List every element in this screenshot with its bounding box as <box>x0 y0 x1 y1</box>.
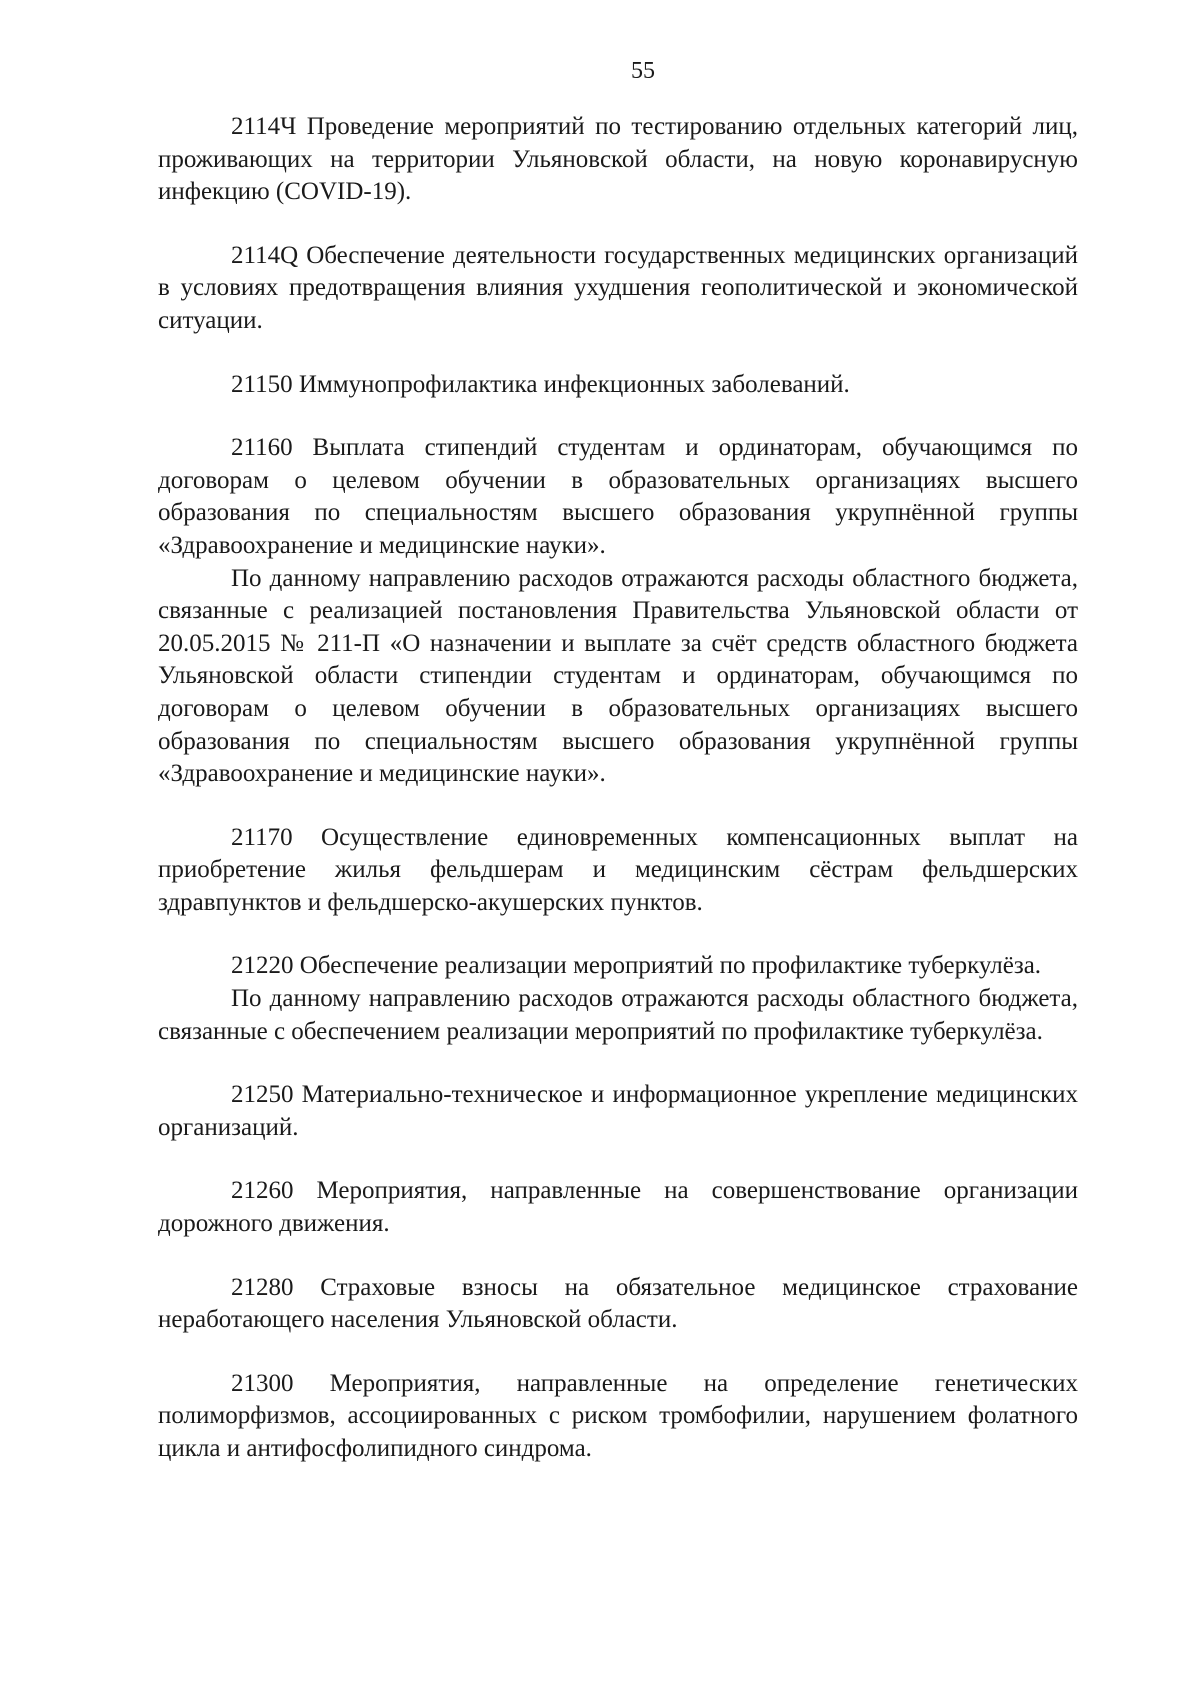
paragraph: По данному направлению расходов отражаются расходы областного бюджета, связанные с реализацией постановления Правительства Ульяновской области от 20.05.2015 № 211-П «О назначении и выплате за счёт средств областного бюджета Ульяновской области стипендии студентам и ординаторам, обучающимся по договорам о целевом обучении в образовательных организациях высшего образования по специальностям высшего образования укрупнённой группы «Здравоохранение и медицинские науки». <box>158 564 1078 788</box>
paragraph: 21280 Страховые взносы на обязательное медицинское страхование неработающего населения Ульяновской области. <box>158 1273 1078 1334</box>
section-21260 <box>158 1175 1078 1240</box>
section-21280 <box>158 1272 1078 1337</box>
section-21150 <box>158 369 1078 402</box>
paragraph: 21170 Осуществление единовременных компенсационных выплат на приобретение жилья фельдшерам и медицинским сёстрам фельдшерских здравпунктов и фельдшерско-акушерских пунктов. <box>158 823 1078 916</box>
section-2114q <box>158 240 1078 338</box>
paragraph: 2114Q Обеспечение деятельности государственных медицинских организаций в условиях предотвращения влияния ухудшения геополитической и экономической ситуации. <box>158 241 1078 334</box>
section-21220 <box>158 950 1078 1048</box>
paragraph: 2114Ч Проведение мероприятий по тестированию отдельных категорий лиц, проживающих на территории Ульяновской области, на новую коронавирусную инфекцию (COVID-19). <box>158 113 1078 206</box>
paragraph: 21160 Выплата стипендий студентам и ординаторам, обучающимся по договорам о целевом обучении в образовательных организациях высшего образования по специальностям высшего образования укрупнённой группы «Здравоохранение и медицинские науки». <box>158 434 1078 559</box>
section-21160 <box>158 432 1078 791</box>
section-21250 <box>158 1079 1078 1144</box>
paragraph: 21250 Материально-техническое и информационное укрепление медицинских организаций. <box>158 1081 1078 1141</box>
paragraph: 21260 Мероприятия, направленные на совершенствование организации дорожного движения. <box>158 1177 1078 1238</box>
paragraph: 21300 Мероприятия, направленные на определение генетических полиморфизмов, ассоциированных с риском тромбофилии, нарушением фолатного цикла и антифосфолипидного синдрома. <box>158 1369 1078 1462</box>
section-21170 <box>158 822 1078 920</box>
paragraph: По данному направлению расходов отражаются расходы областного бюджета, связанные с обеспечением реализации мероприятий по профилактике туберкулёза. <box>158 985 1078 1045</box>
paragraph: 21220 Обеспечение реализации мероприятий по профилактике туберкулёза. <box>231 952 1042 980</box>
section-2114ch <box>158 111 1078 209</box>
section-21300 <box>158 1368 1078 1466</box>
page-number: 55 <box>631 58 655 84</box>
paragraph: 21150 Иммунопрофилактика инфекционных заболеваний. <box>231 370 850 398</box>
